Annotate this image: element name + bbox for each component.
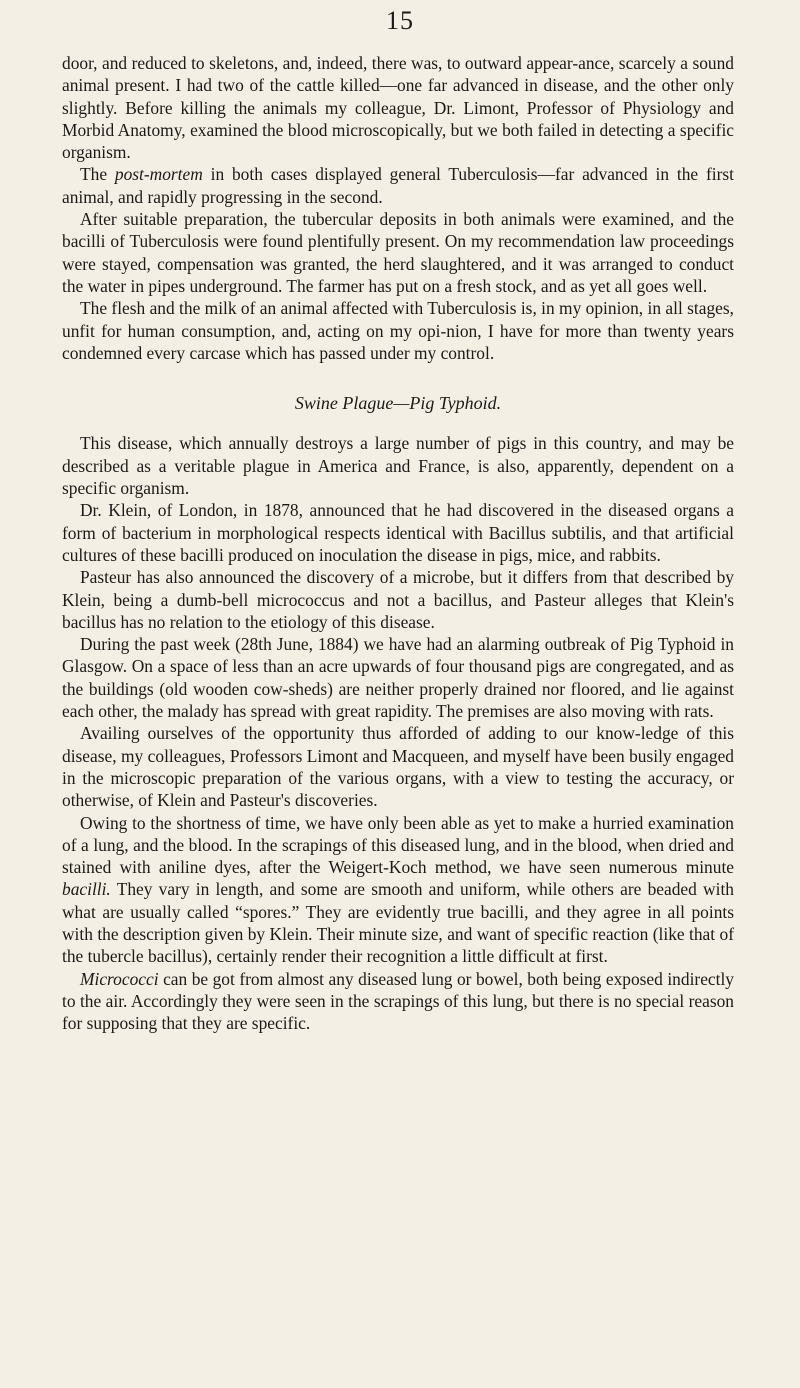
bacilli-text-before: Owing to the shortness of time, we have only been able as yet to make a hurried examination of a lung, and the blood. In the scrapings of this diseased lung, and in the blood, when dried and stained with aniline dyes, after the Weigert-Koch method, we have seen numerous minute (62, 812, 734, 878)
paragraph-colleagues: Availing ourselves of the opportunity thus afforded of adding to our know-ledge of this disease, my colleagues, Professors Limont and Macqueen, and myself have been busily engaged in the microscopic preparation of the various organs, with a view to testing the accuracy, or otherwise, of Klein and Pasteur's discoveries. (62, 723, 734, 811)
bacilli-text-after: They vary in length, and some are smooth and uniform, while others are beaded with what are usually called “spores.” They are evidently true bacilli, and they agree in all points with the description given by Klein. Their minute size, and want of specific reaction (like that of the tubercle bacillus), certainly render their recognition a little difficult at first. (62, 879, 734, 967)
paragraph-klein: Dr. Klein, of London, in 1878, announced that he had discovered in the diseased organs a form of bacterium in morphological respects identical with Bacillus subtilis, and that artificial cultures of these bacilli produced on inoculation the disease in pigs, mice, and rabbits. (62, 500, 734, 565)
micrococci-term: Micrococci (80, 968, 159, 989)
post-mortem-lead: The (80, 164, 108, 185)
paragraph-bacilli (62, 812, 734, 968)
paragraph-preparation: After suitable preparation, the tubercular deposits in both animals were examined, and the bacilli of Tuberculosis were found plentifully present. On my recommendation law proceedings were stayed, compensation was granted, the herd slaughtered, and it was arranged to conduct the water in pipes underground. The farmer has put on a fresh stock, and as yet all goes well. (62, 209, 734, 296)
body-text (62, 52, 734, 1034)
post-mortem-term: post-mortem (114, 164, 203, 185)
page-number: 15 (386, 6, 414, 35)
paragraph-post-mortem (62, 163, 734, 208)
paragraph-pasteur: Pasteur has also announced the discovery of a microbe, but it differs from that described by Klein, being a dumb-bell micrococcus and not a bacillus, and Pasteur alleges that Klein's bacillus has no relation to the etiology of this disease. (62, 567, 734, 632)
paragraph-cattle-examination: door, and reduced to skeletons, and, indeed, there was, to outward appear-ance, scarcely a sound animal present. I had two of the cattle killed—one far advanced in disease, and the other only slightly. Before killing the animals my colleague, Dr. Limont, Professor of Physiology and Morbid Anatomy, examined the blood microscopically, but we both failed in detecting a specific organism. (62, 53, 734, 163)
post-mortem-text: in both cases displayed general Tuberculosis—far advanced in the first animal, and rapidly progressing in the second. (62, 164, 734, 207)
paragraph-glasgow-outbreak: During the past week (28th June, 1884) we have had an alarming outbreak of Pig Typhoid in Glasgow. On a space of less than an acre upwards of four thousand pigs are congregated, and as the buildings (old wooden cow-sheds) are neither properly drained nor floored, and lie against each other, the malady has spread with great rapidity. The premises are also moving with rats. (62, 634, 734, 722)
section-heading: Swine Plague—Pig Typhoid. (294, 393, 502, 414)
paragraph-flesh-milk: The flesh and the milk of an animal affected with Tuberculosis is, in my opinion, in all stages, unfit for human consumption, and, acting on my opi-nion, I have for more than twenty years condemned every carcase which has passed under my control. (62, 298, 734, 363)
bacilli-term: bacilli. (62, 879, 111, 900)
micrococci-text: can be got from almost any diseased lung or bowel, both being exposed indirectly to the air. Accordingly they were seen in the scrapings of this lung, but there is no special reason for supposing that they are specific. (62, 968, 734, 1034)
paragraph-micrococci (62, 968, 734, 1035)
paragraph-swine-plague: This disease, which annually destroys a large number of pigs in this country, and may be described as a veritable plague in America and France, is also, apparently, dependent on a specific organism. (62, 433, 734, 499)
